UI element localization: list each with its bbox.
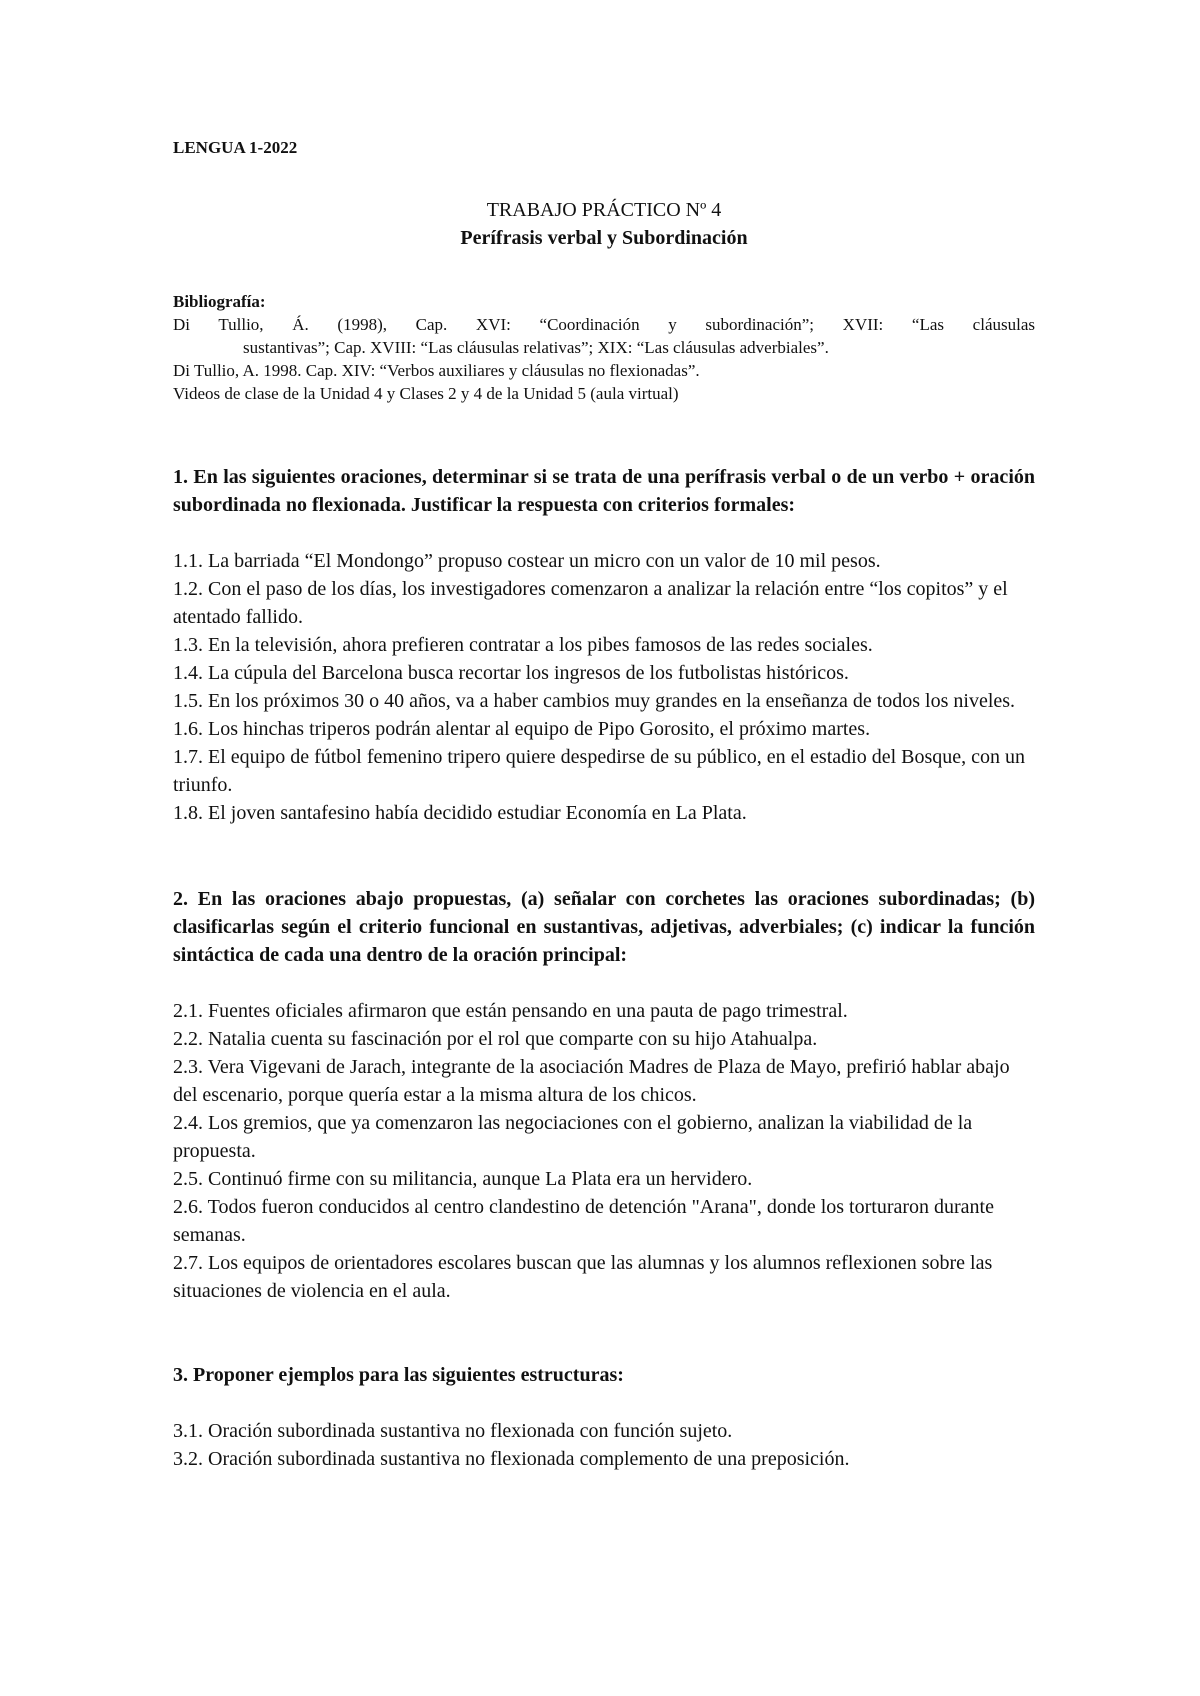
bibliography-entry-1-line-2: sustantivas”; Cap. XVIII: “Las cláusulas relativas”; XIX: “Las cláusulas adverbiales”. (243, 338, 829, 357)
section-2-heading: 2. En las oraciones abajo propuestas, (a) señalar con corchetes las oraciones subordinadas; (b) clasificarlas según el criterio funcional en sustantivas, adjetivas, adverbiales; (c) indicar la función sintáctica de cada una dentro de la oración principal: (173, 888, 1035, 966)
list-item: 1.2. Con el paso de los días, los investigadores comenzaron a analizar la relación entre “los copitos” y el atentado fallido. (173, 578, 1008, 628)
course-label: LENGUA 1-2022 (173, 138, 298, 157)
document-title: TRABAJO PRÁCTICO Nº 4 (486, 199, 722, 221)
list-item: 2.2. Natalia cuenta su fascinación por el rol que comparte con su hijo Atahualpa. (173, 1028, 818, 1050)
title-block (173, 196, 1035, 252)
document-page (173, 138, 1035, 1473)
list-item: 2.4. Los gremios, que ya comenzaron las negociaciones con el gobierno, analizan la viabilidad de la propuesta. (173, 1112, 973, 1162)
list-item: 1.5. En los próximos 30 o 40 años, va a haber cambios muy grandes en la enseñanza de todos los niveles. (173, 690, 1016, 712)
list-item: 2.1. Fuentes oficiales afirmaron que están pensando en una pauta de pago trimestral. (173, 1000, 848, 1022)
list-item: 2.6. Todos fueron conducidos al centro clandestino de detención "Arana", donde los torturaron durante semanas. (173, 1196, 994, 1246)
list-item: 1.8. El joven santafesino había decidido estudiar Economía en La Plata. (173, 802, 747, 824)
section-2-items (173, 997, 1035, 1305)
document-subtitle: Perífrasis verbal y Subordinación (460, 227, 748, 249)
list-item: 1.7. El equipo de fútbol femenino tripero quiere despedirse de su público, en el estadio del Bosque, con un triunfo. (173, 746, 1026, 796)
list-item: 1.4. La cúpula del Barcelona busca recortar los ingresos de los futbolistas históricos. (173, 662, 849, 684)
list-item: 2.7. Los equipos de orientadores escolares buscan que las alumnas y los alumnos reflexionen sobre las situaciones de violencia en el aula. (173, 1252, 993, 1302)
section-3-items (173, 1417, 1035, 1473)
list-item: 3.1. Oración subordinada sustantiva no flexionada con función sujeto. (173, 1420, 733, 1442)
section-1-heading: 1. En las siguientes oraciones, determinar si se trata de una perífrasis verbal o de un verbo + oración subordinada no flexionada. Justificar la respuesta con criterios formales: (173, 466, 1035, 516)
list-item: 2.3. Vera Vigevani de Jarach, integrante de la asociación Madres de Plaza de Mayo, prefirió hablar abajo del escenario, porque quería estar a la misma altura de los chicos. (173, 1056, 1010, 1106)
bibliography-entry-3: Videos de clase de la Unidad 4 y Clases 2 y 4 de la Unidad 5 (aula virtual) (173, 384, 679, 403)
bibliography (173, 290, 1035, 405)
bibliography-heading: Bibliografía: (173, 292, 266, 311)
section-3-heading: 3. Proponer ejemplos para las siguientes estructuras: (173, 1364, 624, 1386)
list-item: 2.5. Continuó firme con su militancia, aunque La Plata era un hervidero. (173, 1168, 753, 1190)
list-item: 3.2. Oración subordinada sustantiva no flexionada complemento de una preposición. (173, 1448, 850, 1470)
list-item: 1.6. Los hinchas triperos podrán alentar al equipo de Pipo Gorosito, el próximo martes. (173, 718, 871, 740)
bibliography-entry-1-line-1: Di Tullio, Á. (1998), Cap. XVI: “Coordinación y subordinación”; XVII: “Las cláusulas (173, 315, 1035, 334)
list-item: 1.3. En la televisión, ahora prefieren contratar a los pibes famosos de las redes sociales. (173, 634, 873, 656)
bibliography-entry-2: Di Tullio, A. 1998. Cap. XIV: “Verbos auxiliares y cláusulas no flexionadas”. (173, 361, 700, 380)
section-1-items (173, 547, 1035, 827)
list-item: 1.1. La barriada “El Mondongo” propuso costear un micro con un valor de 10 mil pesos. (173, 550, 881, 572)
